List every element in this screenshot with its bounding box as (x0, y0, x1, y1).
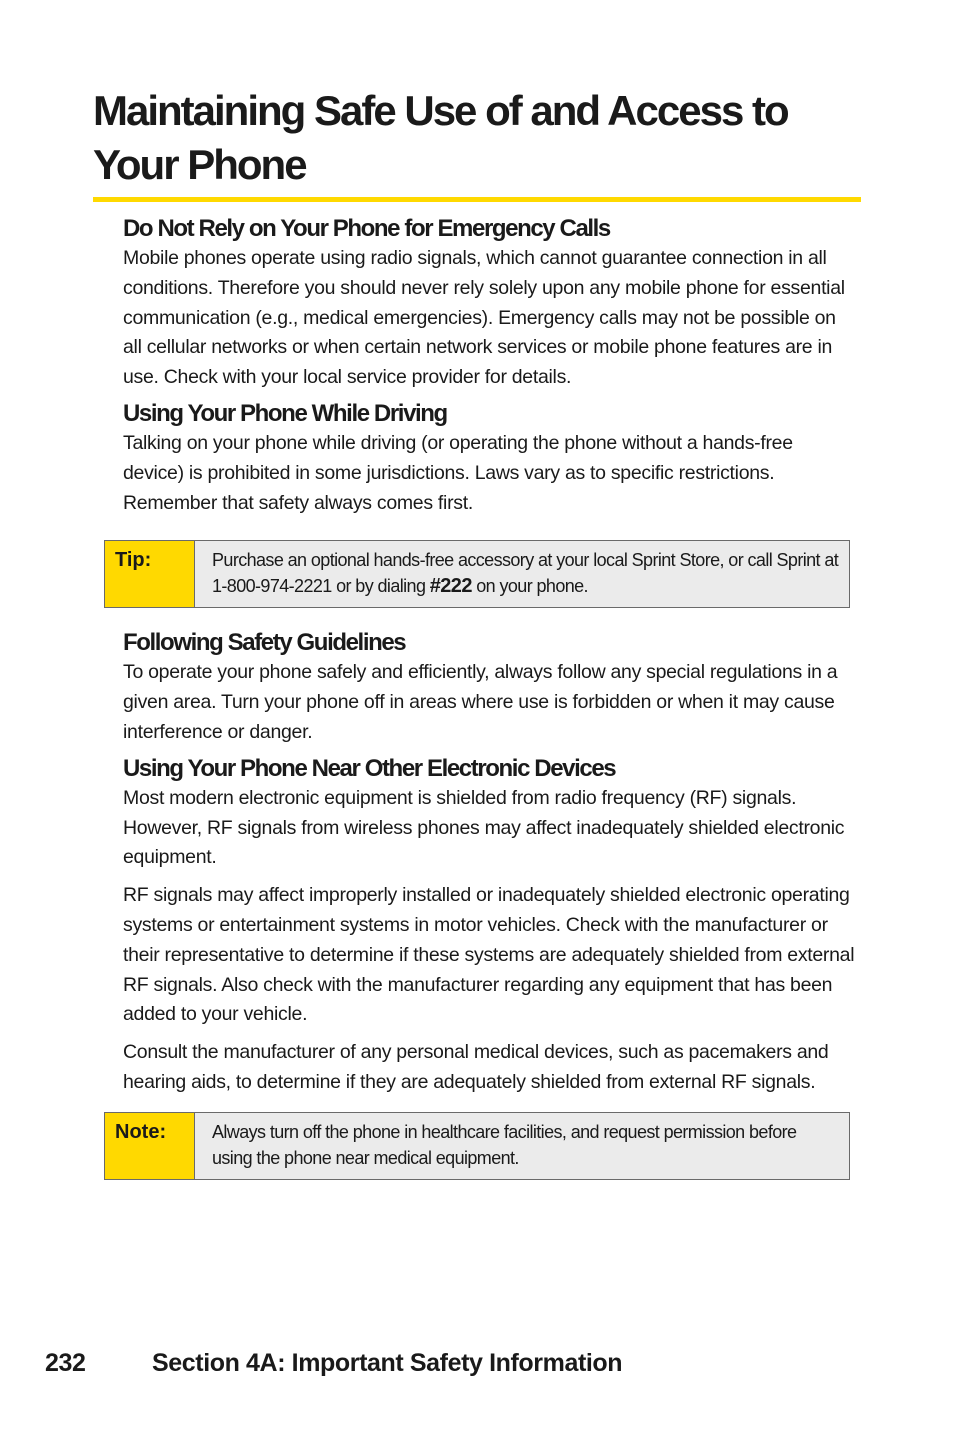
tip-text-after: on your phone. (471, 576, 588, 597)
tip-dial-code: #222 (429, 575, 472, 598)
paragraph-electronic-devices-1: Most modern electronic equipment is shielded from radio frequency (RF) signals. However, RF signals from wireless phones may affect inadequately shielded electronic equipment. (123, 786, 845, 869)
footer-section-title: Section 4A: Important Safety Information (152, 1349, 623, 1377)
section-heading-driving: Using Your Phone While Driving (123, 399, 447, 427)
section-heading-electronic-devices: Using Your Phone Near Other Electronic Devices (123, 754, 616, 782)
page-footer (45, 1349, 622, 1378)
page-title: Maintaining Safe Use of and Access to Your Phone (93, 87, 788, 188)
paragraph-driving: Talking on your phone while driving (or operating the phone without a hands-free device) is prohibited in some jurisdictions. Laws vary as to specific restrictions. Remember that safety always comes first. (123, 431, 793, 514)
tip-callout (104, 540, 850, 608)
note-text: Always turn off the phone in healthcare facilities, and request permission before using the phone near medical equipment. (195, 1113, 849, 1179)
note-callout (104, 1112, 850, 1180)
page-number: 232 (45, 1349, 86, 1377)
paragraph-electronic-devices-3: Consult the manufacturer of any personal medical devices, such as pacemakers and hearing aids, to determine if they are adequately shielded from external RF signals. (123, 1041, 829, 1093)
paragraph-emergency-calls: Mobile phones operate using radio signals, which cannot guarantee connection in all conditions. Therefore you should never rely solely upon any mobile phone for essential communication (e.g., medical emergencies). Emergency calls may not be possible on all cellular networks or when certain network services or mobile phone features are in use. Check with your local service provider for details. (123, 247, 845, 389)
title-divider (93, 197, 861, 202)
tip-text-before: Purchase an optional hands-free accessory at your local Sprint Store, or call Sprint at 1-800-974-2221 or by dialing (212, 550, 839, 597)
section-heading-safety-guidelines: Following Safety Guidelines (123, 629, 406, 657)
tip-label: Tip: (105, 541, 195, 607)
note-label: Note: (105, 1113, 195, 1179)
paragraph-electronic-devices-2: RF signals may affect improperly installed or inadequately shielded electronic operating systems or entertainment systems in motor vehicles. Check with the manufacturer or their representative to determine if these systems are adequately shielded from external RF signals. Also check with the manufacturer regarding any equipment that has been added to your vehicle. (123, 884, 855, 1026)
paragraph-safety-guidelines: To operate your phone safely and efficiently, always follow any special regulations in a given area. Turn your phone off in areas where use is forbidden or when it may cause interference or danger. (123, 661, 838, 743)
section-heading-emergency-calls: Do Not Rely on Your Phone for Emergency Calls (123, 215, 610, 242)
tip-text (195, 541, 849, 607)
page-content (115, 214, 858, 1180)
